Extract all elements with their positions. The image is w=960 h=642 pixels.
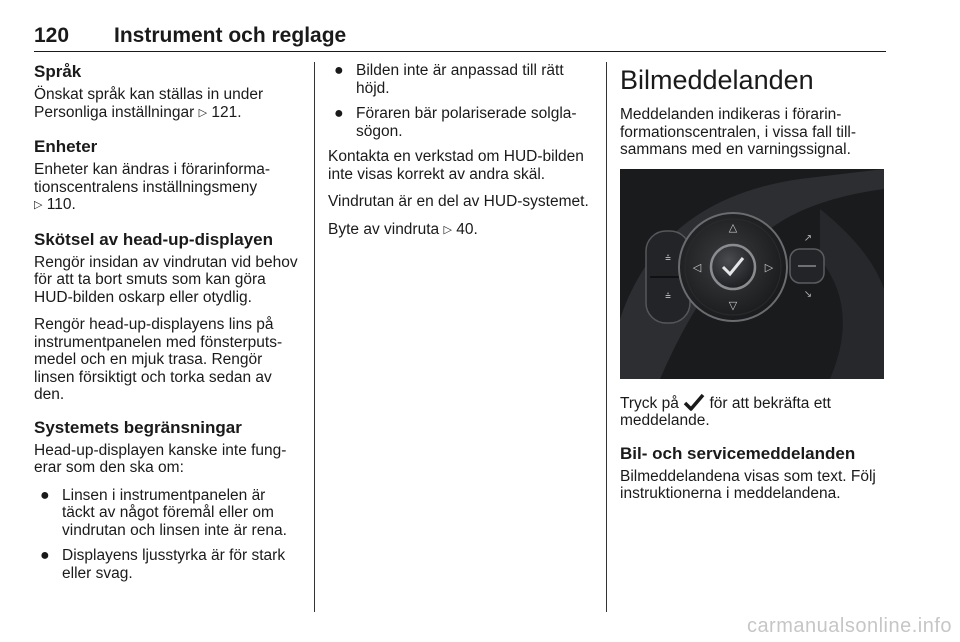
watermark: carmanualsonline.info [746,615,952,637]
units-page-ref[interactable]: 110. [46,196,76,213]
svg-text:↗: ↗ [803,232,813,244]
units-text: Enheter kan ändras i förarinformationscentralens inställningsmeny [34,161,271,196]
bullet-icon: ● [40,547,50,564]
paragraph-language [34,86,302,123]
paragraph-confirm [620,393,888,430]
svg-text:◁: ◁ [692,260,702,274]
confirm-text-pre: Tryck på [620,394,679,412]
svg-text:⩮: ⩮ [665,252,671,264]
heading-service-messages: Bil- och servicemeddelanden [620,443,856,463]
list-item-text: Displayens ljusstyrka är för stark eller svag. [62,547,286,582]
paragraph-hud-care-2: Rengör head-up-displayens lins på instrumentpanelen med fönsterputsmedel och en mjuk trasa. Rengör linsen försiktigt och torka sedan av den. [34,316,283,403]
language-page-ref[interactable]: 121. [211,103,242,121]
paragraph-workshop: Kontakta en verkstad om HUD-bilden inte visas korrekt av andra skäl. [328,148,584,183]
column-divider [314,62,315,612]
paragraph-windscreen: Vindrutan är en del av HUD-systemet. [328,193,589,210]
windscreen-replace-text: Byte av vindruta [328,220,440,238]
heading-units: Enheter [34,137,98,156]
heading-language: Språk [34,62,82,81]
list-item-text: Föraren bär polariserade solglasögon. [356,105,577,140]
svg-text:⩮: ⩮ [665,290,671,302]
chapter-title: Instrument och reglage [114,24,347,47]
svg-text:▷: ▷ [764,260,774,274]
steering-wheel-controls-image [620,169,884,379]
bullet-icon: ● [334,105,344,122]
list-item [328,105,590,140]
paragraph-windscreen-replace [328,221,590,241]
confirm-text-post: för att bekräfta ett meddelande. [620,394,831,429]
list-item [34,547,302,582]
column-middle [328,62,590,250]
heading-hud-care: Skötsel av head-up-displayen [34,229,274,249]
paragraph-limitations-intro: Head-up-displayen kanske inte fungerar som den ska om: [34,441,287,476]
language-text: Önskat språk kan ställas in under Personliga inställningar [34,86,264,121]
bullet-icon: ● [40,486,50,504]
reference-arrow-icon: ▷ [443,223,452,236]
column-right [620,62,888,513]
heading-vehicle-messages: Bilmeddelanden [620,65,814,95]
column-left [34,62,302,590]
page-number: 120 [34,24,70,47]
list-item [34,487,302,540]
reference-arrow-icon: ▷ [198,106,208,119]
limitations-list-continued [328,62,590,140]
list-item [328,62,590,97]
reference-arrow-icon: ▷ [34,199,43,211]
page-header [34,20,886,52]
svg-text:△: △ [728,220,738,234]
list-item-text: Linsen i instrumentpanelen är täckt av något föremål eller om vindrutan och linsen inte är rena. [62,486,287,539]
svg-text:↘: ↘ [803,288,813,300]
paragraph-service-messages: Bilmeddelandena visas som text. Följ instruktionerna i meddelandena. [620,467,876,502]
limitations-list [34,487,302,583]
checkmark-icon [683,393,705,411]
column-divider [606,62,607,612]
svg-text:▽: ▽ [728,298,738,312]
heading-limitations: Systemets begränsningar [34,417,242,437]
windscreen-page-ref[interactable]: 40. [456,220,478,238]
paragraph-units [34,161,302,216]
paragraph-hud-care-1: Rengör insidan av vindrutan vid behov för att ta bort smuts som kan göra HUD-bilden oskarp eller otydlig. [34,253,298,306]
paragraph-messages-intro: Meddelanden indikeras i förarinformationscentralen, i vissa fall tillsammans med en varningssignal. [620,106,857,158]
bullet-icon: ● [334,62,344,79]
list-item-text: Bilden inte är anpassad till rätt höjd. [356,62,564,97]
